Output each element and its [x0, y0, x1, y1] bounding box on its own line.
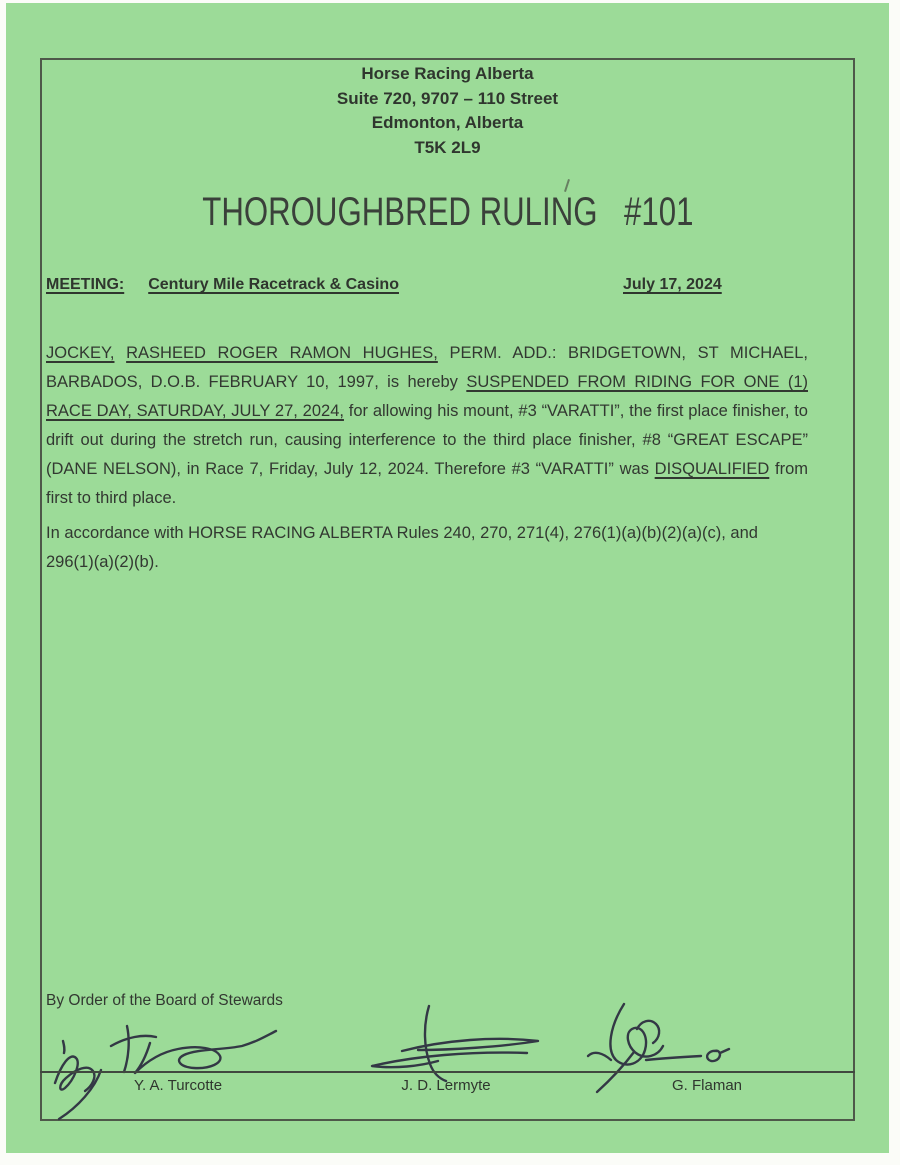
signature-rule-line: [40, 1071, 855, 1073]
p1-seg-2: RASHEED ROGER RAMON HUGHES,: [126, 344, 438, 362]
meeting-row: [46, 276, 826, 294]
p1-seg-5: for allowing his mount, #3 “VARATTI”, the first place finisher, to drift out during the stretch run, causing interference to the third place finisher, #8 “GREAT ESCAPE” (DANE NELSON), in Race 7, Friday, July 12, 2024. Therefore #3 “VARATTI” was: [46, 402, 808, 478]
letterhead: [40, 62, 855, 160]
signatory-name-flaman: G. Flaman: [671, 1077, 743, 1094]
meeting-venue: Century Mile Racetrack & Casino: [148, 276, 399, 293]
org-city: Edmonton, Alberta: [371, 113, 524, 132]
org-postal: T5K 2L9: [414, 137, 481, 157]
title-text: THOROUGHBRED RULING: [201, 190, 598, 234]
meeting-date: July 17, 2024: [623, 276, 722, 293]
p1-seg-7: from first to third place.: [46, 460, 809, 507]
rules-paragraph: In accordance with HORSE RACING ALBERTA Rules 240, 270, 271(4), 276(1)(a)(b)(2)(a)(c), and 296(1)(a)(2)(b).: [46, 524, 758, 571]
meeting-label: MEETING:: [46, 276, 125, 293]
ruling-paragraph: [46, 339, 808, 513]
signature-lermyte: [372, 1006, 538, 1081]
ruling-title: [40, 190, 855, 235]
org-name: Horse Racing Alberta: [361, 64, 534, 83]
p1-seg-1: [114, 344, 126, 362]
p1-seg-0: JOCKEY,: [46, 344, 115, 362]
p1-seg-6: DISQUALIFIED: [654, 460, 770, 478]
signatory-name-lermyte: J. D. Lermyte: [401, 1077, 491, 1094]
signatures-graphic: [40, 1000, 860, 1125]
ruling-number: #101: [623, 190, 694, 234]
org-address: Suite 720, 9707 – 110 Street: [336, 88, 559, 108]
p1-seg-4: SUSPENDED FROM RIDING FOR ONE (1) RACE DAY, SATURDAY, JULY 27, 2024,: [46, 373, 808, 420]
signatory-name-turcotte: Y. A. Turcotte: [133, 1077, 223, 1094]
p1-seg-3: PERM. ADD.: BRIDGETOWN, ST MICHAEL, BARBADOS, D.O.B. FEBRUARY 10, 1997, is hereby: [46, 344, 808, 391]
by-order-line: By Order of the Board of Stewards: [46, 992, 283, 1009]
